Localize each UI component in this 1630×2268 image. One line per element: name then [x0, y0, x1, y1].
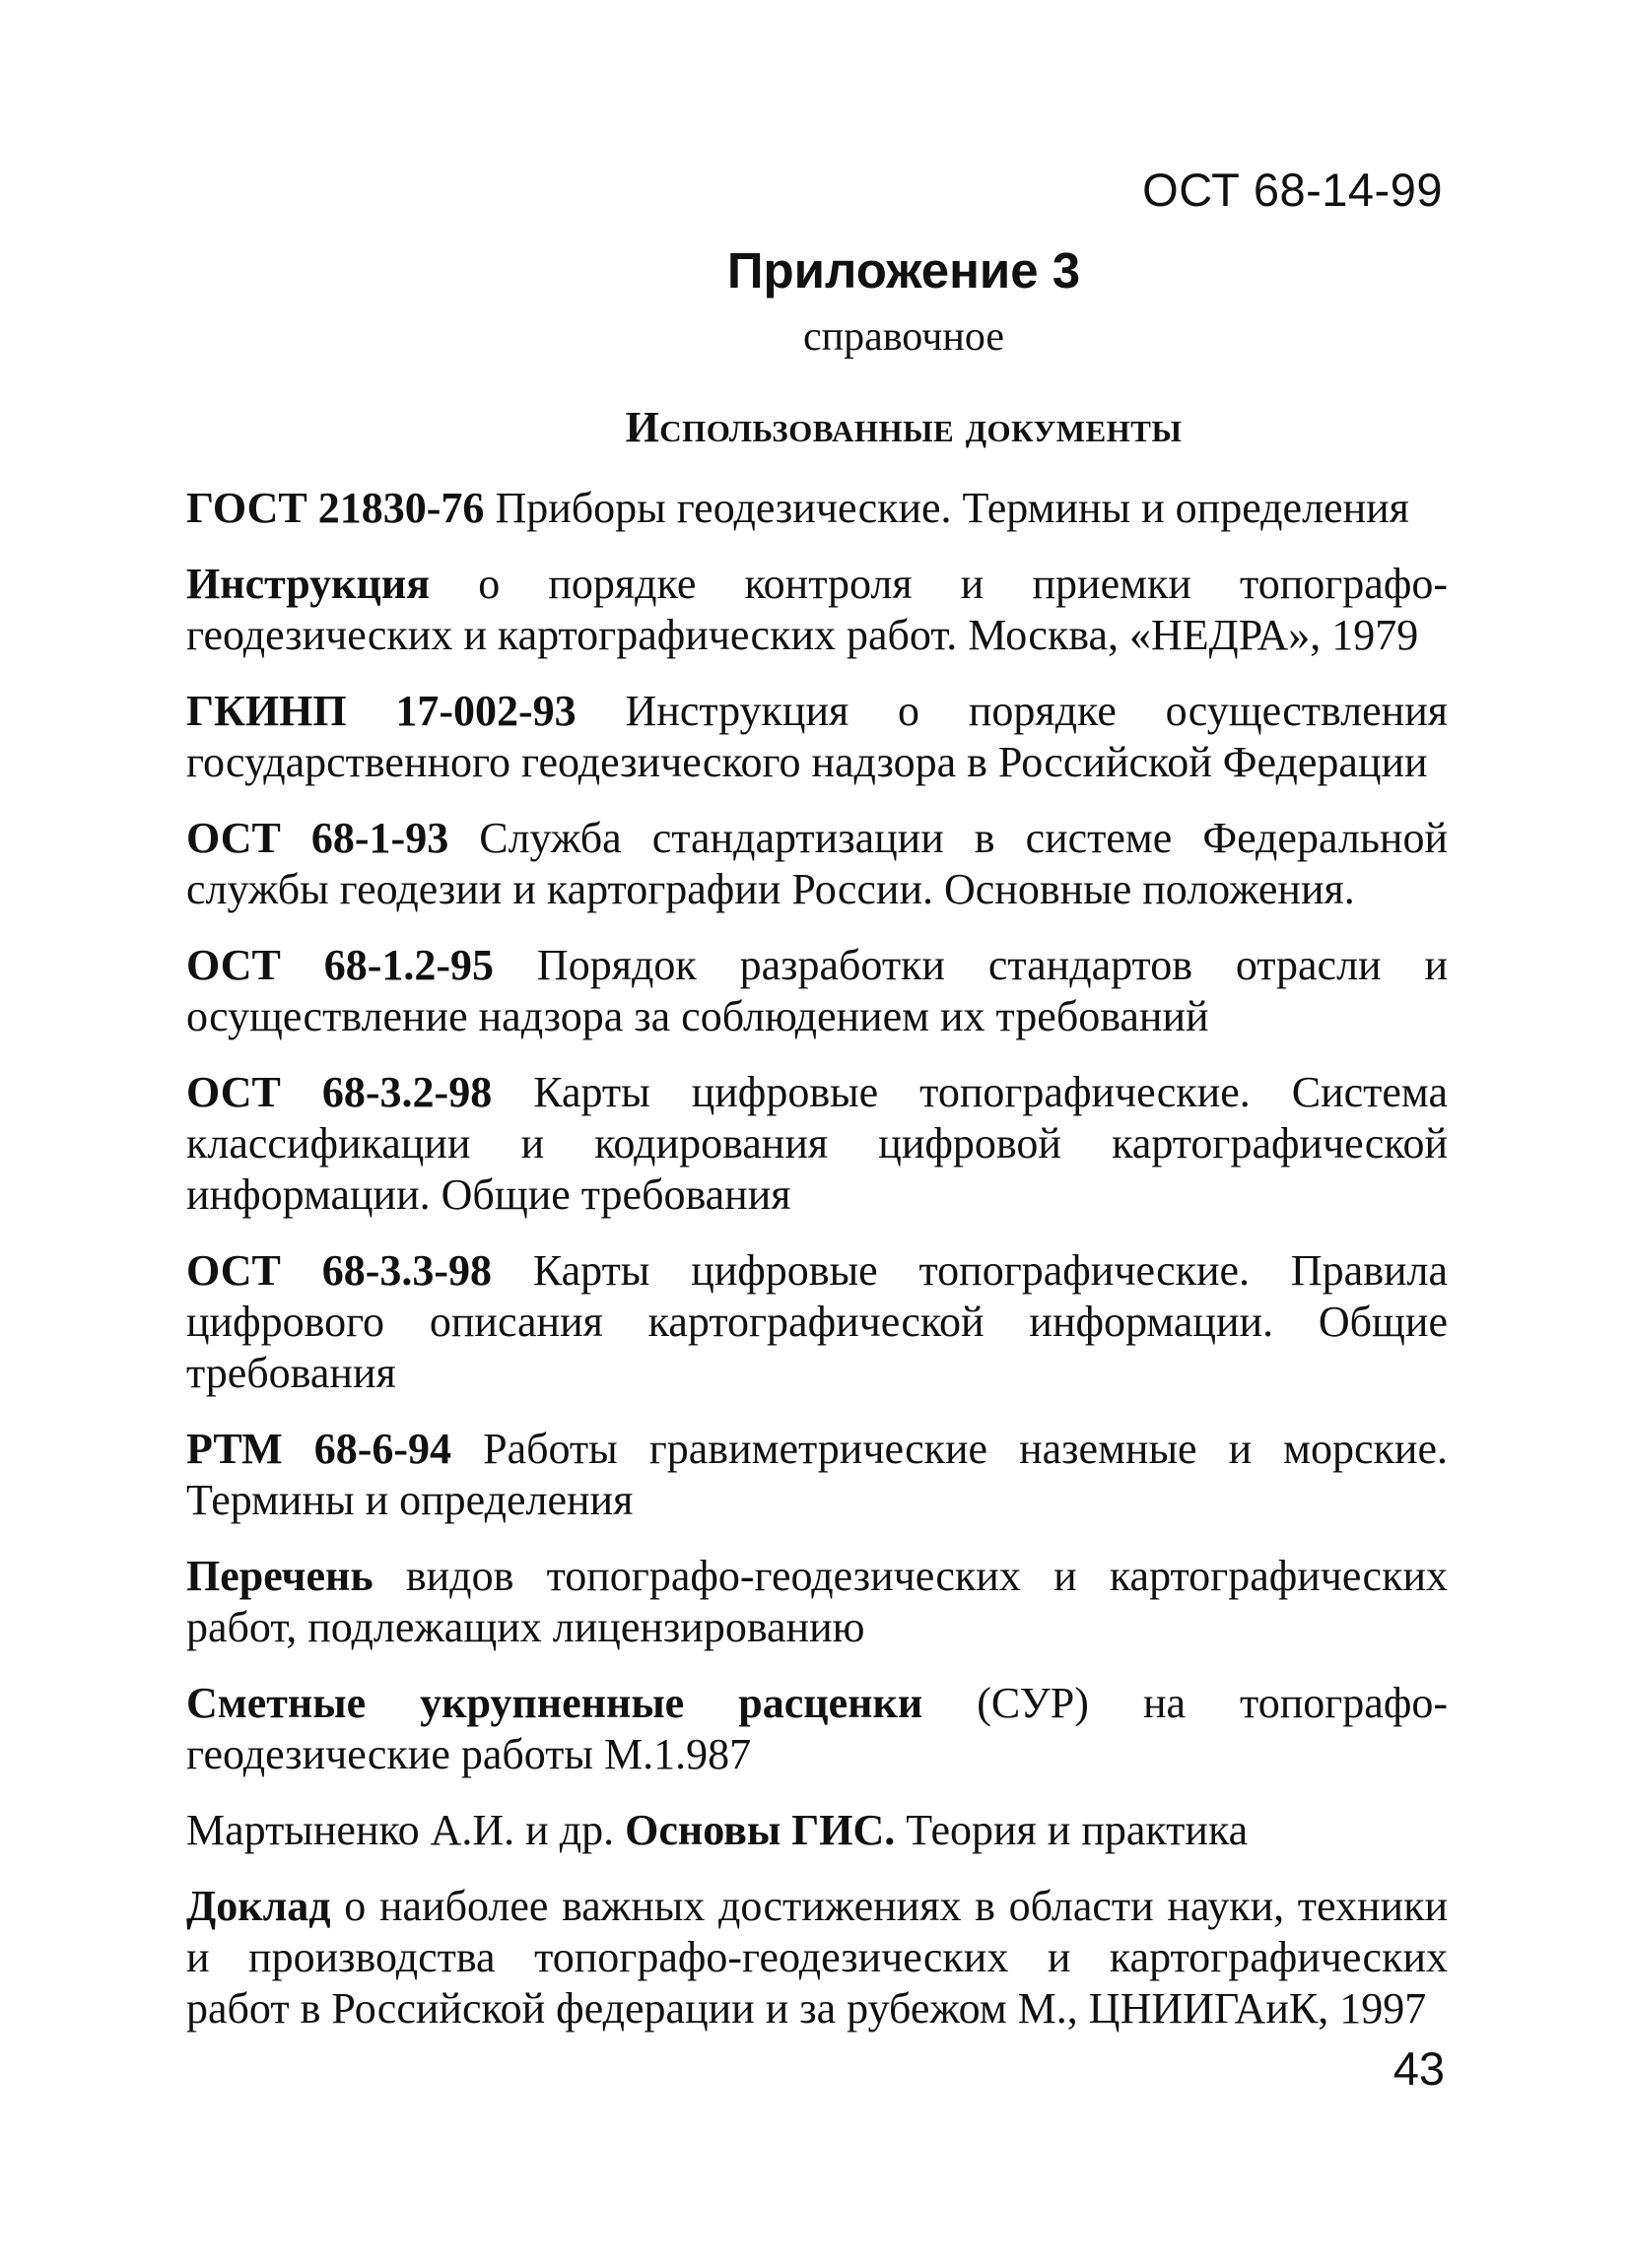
section-title: Использованные документы — [625, 403, 1183, 451]
document-code: ОСТ 68-14-99 — [1142, 164, 1443, 216]
reference-code: ОСТ 68-3.3-98 — [186, 1246, 493, 1295]
page-number: 43 — [1392, 2042, 1445, 2095]
appendix-title: Приложение 3 — [726, 242, 1081, 299]
reference-item — [186, 813, 1448, 915]
reference-text: видов топографо-геодезических и картографических работ, подлежащих лицензированию — [186, 1552, 1448, 1651]
reference-text: Теория и практика — [895, 1806, 1249, 1854]
reference-text: Служба стандартизации в системе Федеральной службы геодезии и картографии России. Основные положения. — [186, 814, 1448, 913]
reference-code: Инструкция — [186, 560, 431, 608]
reference-text: о порядке контроля и приемки топографо-геодезических и картографических работ. Москва, «НЕДРА», 1979 — [186, 560, 1448, 659]
reference-item — [186, 559, 1448, 661]
reference-text: (СУР) на топографо-геодезические работы М.1.987 — [186, 1679, 1448, 1778]
reference-code: ГКИНП 17-002-93 — [186, 687, 577, 735]
reference-text: Порядок разработки стандартов отрасли и осуществление надзора за соблюдением их требований — [186, 941, 1448, 1040]
reference-text: Карты цифровые топографические. Правила цифрового описания картографической информации. Общие требования — [186, 1246, 1448, 1397]
reference-item — [186, 1551, 1448, 1653]
reference-code: Основы ГИС. — [625, 1806, 896, 1854]
reference-item — [186, 1678, 1448, 1780]
reference-item — [186, 483, 1448, 534]
reference-item — [186, 1067, 1448, 1221]
reference-code: Сметные укрупненные расценки — [186, 1679, 923, 1727]
reference-code: Перечень — [186, 1552, 374, 1600]
reference-text: о наиболее важных достижениях в области науки, техники и производства топографо-геодезических и картографических работ в Российской федерации и за рубежом М., ЦНИИГАиК, 1997 — [186, 1882, 1448, 2033]
appendix-type: справочное — [803, 314, 1004, 360]
reference-code: ГОСТ 21830-76 — [186, 484, 485, 532]
reference-item — [186, 686, 1448, 788]
reference-item — [186, 1805, 1448, 1856]
references-list — [186, 483, 1448, 2059]
reference-text: Работы гравиметрические наземные и морские. Термины и определения — [186, 1425, 1449, 1524]
reference-text: Приборы геодезические. Термины и определения — [484, 484, 1409, 532]
reference-code: ОСТ 68-3.2-98 — [186, 1068, 493, 1116]
reference-item — [186, 1881, 1448, 2035]
reference-text: Карты цифровые топографические. Система классификации и кодирования цифровой картографической информации. Общие требования — [186, 1068, 1448, 1219]
reference-item — [186, 1245, 1448, 1399]
reference-text: Инструкция о порядке осуществления государственного геодезического надзора в Российской Федерации — [186, 687, 1448, 786]
reference-code: Доклад — [186, 1882, 331, 1930]
reference-item — [186, 940, 1448, 1042]
reference-prefix: Мартыненко А.И. и др. — [186, 1806, 626, 1854]
reference-code: ОСТ 68-1-93 — [186, 814, 449, 862]
reference-item — [186, 1424, 1448, 1526]
reference-code: РТМ 68-6-94 — [186, 1425, 452, 1473]
reference-code: ОСТ 68-1.2-95 — [186, 941, 495, 989]
